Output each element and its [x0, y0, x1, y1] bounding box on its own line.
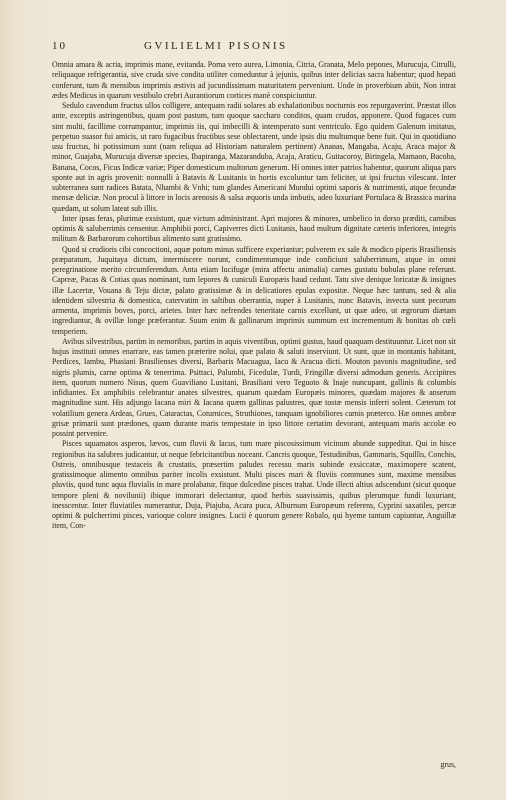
- paragraph: Sedulo cavendum fructus ullos colligere, antequam radii solares ab exhalationibus nocturnis eos repurgaverint. Præstat illos ante, exceptis astringentibus, quam post pastum, tum quoque saccharo conditos, quam crudos, apponere. Quod fugaces cum sint multi, facillime corrumpantur, imprimis iis, qui imbecilli & intemperato sunt ventriculo. Ego quidem Galenum imitatus, perpetuo suasor fui amicis, ut raro fugacibus fructibus sese oblectarent, unde ipsis diu multumque bene fuit. Qui in quotidiano usu fructus, hi potissimum sunt (nam reliqua ad Historiam naturalem pertinent) Ananas, Mangaba, Acaju, Araca major & minor, Guajaba, Murucuja diversæ species, Ibapiranga, Mazaranduba, Acaja, Araticu, Guitacoroy, Biringela, Mamaon, Bacoba, Banana, Cocos, Ficus Indicæ variæ; Piper domesticum multorum generum. Hi omnes inter patrios habentur, quorum aliqua pars sponte aut in agris provenit: nonnulli à Batavis & Lusitanis in hortis excoluntur tam feliciter, ut ipsi fructus vilescant. Inter subterranea sunt radices Batata, Nhambi & Vnhi; tum glandes Americani Mundui optimi saporis & nutrimenti, atque fecundæ mensæ deliciæ. Non procul à littore in locis arenosis & salsa æquoris unda imbutis, adeo luxuriant Portulaca & Brassica marina quædam, ut solum lateat sub illis.: [52, 101, 456, 213]
- paragraph: Pisces squamatos asperos, lævos, cum fluvii & lacus, tum mare piscosissimum vicinum abunde suppeditat. Qui in hisce regionibus ita salubres judicantur, ut neque febricitantibus noceant. Cancris quoque, Testudinibus, Gammaris, Squillis, Conchis, Ostreis, omnibusque testaceis & crustatis, præsertim paludes recessu maris subinde exsiccatæ, maximopere scatent, gratissimoque alimento omnibus pariter incolis exsistunt. Multi pisces mari & fluviis communes sunt, maxime mensibus pluviis, quod tunc aqua fluvialis in mare prolabatur, fitque dulcedine pisces trahat. Unde illecti altius adscendunt (sicut quoque tempore pleni & novilunii) ibique immorari delectantur, quod herbis suavissimis, quibus plerumque fundi luxuriant, inesscentur. Inter fluviatiles numerantur, Duja, Piajuba, Acara puca, Alburnum Europæum referens, Cyprini saxatiles, percæ optimi & pulcherrimi pisces, varioque colore insignes. Lucii è quorum genere Robalo, qui hyeme tantum capiuntur, Anguillæ item, Con-: [52, 439, 456, 531]
- paragraph: Omnia amara & acria, imprimis mane, evitanda. Poma vero aurea, Limonia, Citria, Granata, Melo pepones, Murucuja, Citrulli, reliquaque refrigerantia, sive cruda sive condita utiliter comeduntur à jejunis, quibus inter delicias sacra habentur; quod hepati conferunt, tum & mensibus imprimis æstivis ad jucundissimam maturitatem perveniunt. Unde in proverbium abiit, Non intrat ædes Medicus in quarum vestibulo crebri Aurantiorum cortices manè conspiciuntur.: [52, 60, 456, 100]
- page-number: 10: [52, 40, 67, 52]
- paragraph: Quod si crudioris cibi concoctioni, aquæ potum minus sufficere experiantur; pulverem ex sale & modico piperis Brasiliensis præparatum, Juquitaya dictum, intermiscere norunt, condimentumque inde conficiunt saluberrimum, atque in omni peregrinatione merito circumferendum. Anta etiam lucifugæ (mira affectu animalia) carnes gustatu bubulas plane referunt. Capreæ, Pacas & Cotias quas nominant, tum lepores & cuniculi Europæis haud cedunt. Tatu sive denique loricatæ & insignes illæ Lacertæ, Vouana & Teju dictæ, palato gratissimæ & in delicatiores epulas expositæ. Neque hæc tantum, sed & alia identidem silvestria & domestica, catervatim in saltibus oberrantia, nuper à Lusitanis, nunc Batavis, invecta sunt pecorum armenta, imprimis boves, porci, arietes. Inter hæc nefrendes teneritate carnis excellunt, ut quæ adeo, ut ægrorum diætam ingrediantur, & ovillæ longe præferantur. Suum enim & gallinarum imprimis summum est incrementum & bonitas ob cœli temperiem.: [52, 244, 456, 336]
- page-header: [52, 40, 456, 56]
- running-head: GVILIELMI PISONIS: [144, 40, 288, 52]
- catchword: grus,: [440, 760, 456, 769]
- body-text: [52, 60, 456, 760]
- paragraph: Avibus silvestribus, partim in nemoribus, partim in aquis viventibus, optimi gustus, haud quaquam destituuntur. Licet non sit hujus instituti omnes enarrare, eas tamen præterire nolui, quæ palato & saluti inserviunt. Ut sunt, quæ in montanis habitant, Perdices, Iambu, Phasiani Brasilienses diversi, Barbaris Macuagua, Iacu & Aracua dicti. Mouton pavonis magnitudine, sed nigris plumis, carne optima & tenerrima. Psittaci, Palumbi, Ficedulæ, Turdi, Fringillæ diversi admodum generis. Accipitres item, quorum numero Nisus, quem Guaviliano Lusitani, Brasiliani vero Teguoto & Inaje nuncupant, gallinis & columbis infidiantes. Ex amphibiis celebrantur anates silvestres, quarum quædam Europæis minores, quædam majores & anserum magnitudine sunt. His adjungo Iacana miri & Iacana quæm gallinas palustres, quæ tostæ mensis inferri solent. Cæterum tot volatilium genera Ardeas, Grues, Cataractas, Coturnices, Struthiones, tanquam ignobiliores carnis præterco. Hæ omnes ambræ grisæ primarii sunt prædones, quam durante maris tempestate in ipso littore certatim devorant, antequam maris accolæ eo possint pervenire.: [52, 336, 456, 438]
- paragraph: Inter ipsas feras, plurimæ exsistunt, quæ victum administrant. Apri majores & minores, umbelico in dorso præditi, carnibus optimis & saluberrimis censentur. Amphibii porci, Capiverres dicti Lusitanis, haud multum dignitate cæteris inferiores, integris militum & Barbarorum cohortibus alimento sunt gratissimo.: [52, 213, 456, 244]
